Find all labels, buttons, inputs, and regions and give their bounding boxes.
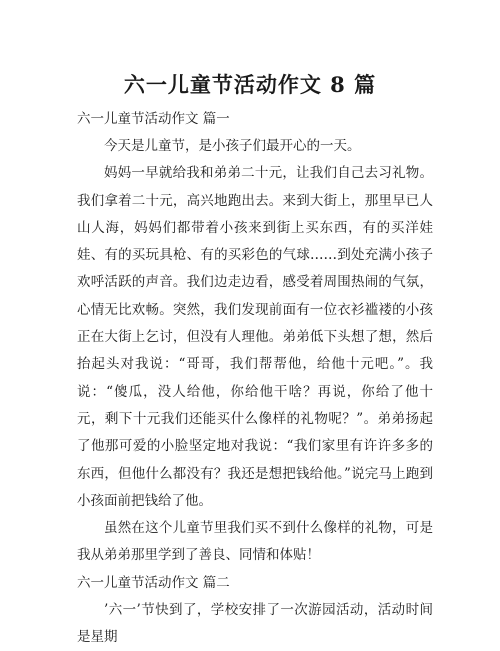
paragraph: 今天是儿童节，是小孩子们最开心的一天。 — [104, 138, 361, 154]
paragraph: 妈妈一早就给我和弟弟二十元，让我们自己去习礼物。我们拿着二十元，高兴地跑出去。来到大街上，那里早已人山人海，妈妈们都带着小孩来到街上买东西，有的买洋娃娃、有的买玩具枪、有的买彩色的气球……到处充满小孩子欢呼活跃的声音。我们边走边看，感受着周围热闹的气氛，心情无比欢畅。突然，我们发现前面有一位衣衫褴褛的小孩正在大街上乞讨，但没有人理他。弟弟低下头想了想，然后抬起头对我说：“哥哥，我们帮帮他，给他十元吧。”。我说：“傻瓜，没人给他，你给他干啥？再说，你给了他十元，剩下十元我们还能买什么像样的礼物呢？”。弟弟扬起了他那可爱的小脸坚定地对我说：“我们家里有许许多多的东西，但他什么都没有？我还是想把钱给他。”说完马上跑到小孩面前把钱给了他。 — [77, 165, 433, 509]
section-heading: 六一儿童节活动作文 篇一 — [77, 111, 230, 127]
paragraph: 虽然在这个儿童节里我们买不到什么像样的礼物，可是我从弟弟那里学到了善良、同情和体贴！ — [77, 520, 433, 564]
document-title: 六一儿童节活动作文 8 篇 — [123, 72, 377, 97]
paragraph: ’六一’节快到了，学校安排了一次游园活动，活动时间是星期 — [77, 601, 433, 646]
section-heading: 六一儿童节活动作文 篇二 — [77, 574, 230, 591]
document-body — [77, 106, 433, 651]
